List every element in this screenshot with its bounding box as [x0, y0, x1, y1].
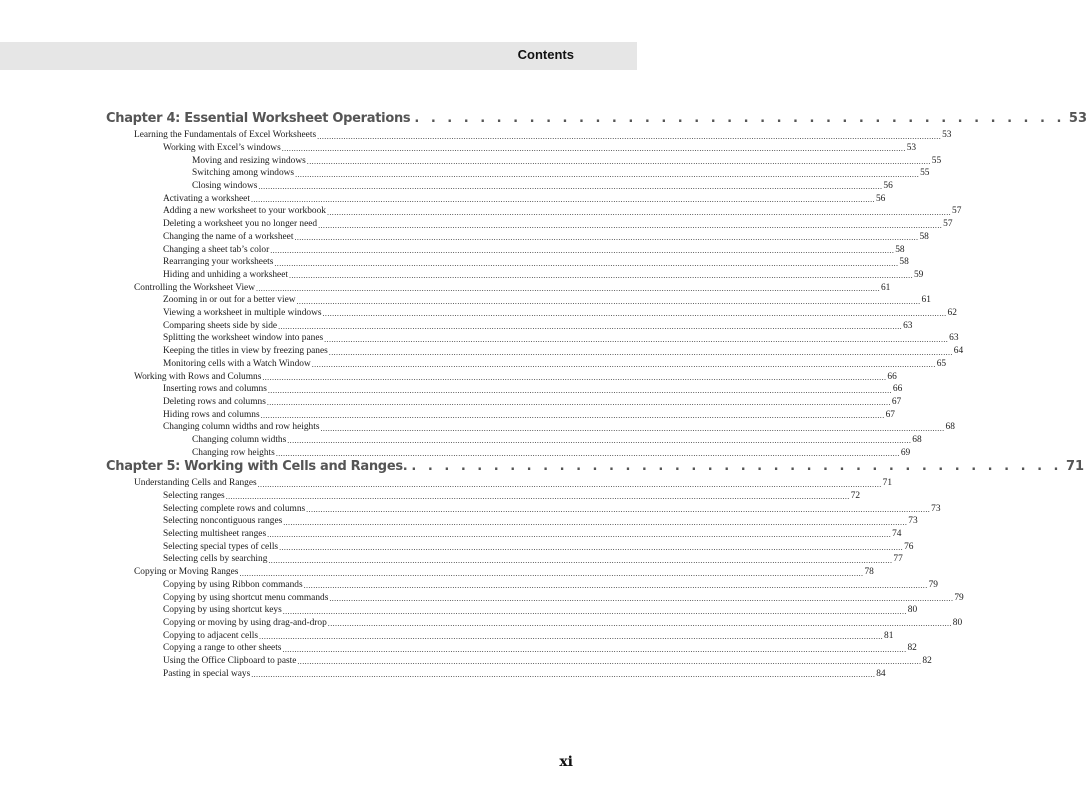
- toc-entry[interactable]: [163, 667, 886, 680]
- dot-leader: ....................................................................................................................................................................................................................................................................: [311, 360, 936, 370]
- toc-entry[interactable]: [163, 603, 918, 616]
- toc-entry[interactable]: [163, 230, 929, 243]
- toc-entry[interactable]: [163, 344, 964, 357]
- dot-leader: ....................................................................................................................................................................................................................................................................: [328, 347, 953, 357]
- toc-entry-title: Selecting complete rows and columns: [163, 503, 306, 514]
- toc-entry-title: Working with Excel’s windows: [163, 142, 281, 153]
- dot-leader: ....................................................................................................................................................................................................................................................................: [306, 505, 931, 515]
- toc-entry[interactable]: [163, 141, 917, 154]
- toc-page-number: 84: [876, 668, 886, 679]
- toc-page-number: 79: [954, 592, 964, 603]
- dot-leader: ....................................................................................................................................................................................................................................................................: [266, 398, 891, 408]
- toc-page-number: 81: [884, 630, 894, 641]
- toc-entry[interactable]: [163, 357, 947, 370]
- toc-entry-title: Closing windows: [192, 181, 258, 192]
- dot-leader: ....................................................................................................................................................................................................................................................................: [288, 271, 913, 281]
- toc-entry-title: Hiding and unhiding a worksheet: [163, 269, 288, 280]
- toc-entry[interactable]: [163, 382, 903, 395]
- dot-leader: ....................................................................................................................................................................................................................................................................: [320, 423, 945, 433]
- toc-entry-title: Selecting special types of cells: [163, 541, 279, 552]
- dot-leader: ....................................................................................................................................................................................................................................................................: [327, 619, 952, 629]
- dot-leader: . . . . . . . . . . . . . . . . . . . . . . . . . . . . . . . . . . . . . . . .: [414, 111, 1065, 126]
- dot-leader: ....................................................................................................................................................................................................................................................................: [225, 492, 850, 502]
- toc-page-number: 56: [875, 193, 886, 204]
- toc-page-number: 58: [899, 257, 909, 268]
- toc-entry-title: Changing the name of a worksheet: [163, 231, 294, 242]
- toc-entry[interactable]: [163, 628, 894, 642]
- dot-leader: ....................................................................................................................................................................................................................................................................: [283, 517, 908, 527]
- toc-entry[interactable]: [163, 420, 955, 433]
- toc-entry[interactable]: [134, 128, 952, 141]
- toc-page-number: 80: [952, 617, 963, 628]
- toc-page-number: 66: [887, 371, 897, 382]
- toc-entry[interactable]: [163, 654, 932, 667]
- toc-page-number: 73: [908, 516, 918, 527]
- toc-entry[interactable]: [163, 242, 905, 255]
- toc-entry[interactable]: [134, 369, 897, 382]
- toc-entry-title: Understanding Cells and Ranges: [134, 478, 257, 489]
- toc-entry-title: Comparing sheets side by side: [163, 320, 278, 331]
- toc-entry[interactable]: [163, 501, 941, 515]
- running-header: [0, 42, 637, 70]
- toc-entry-title: Selecting ranges: [163, 490, 225, 501]
- toc-page-number: 58: [919, 231, 929, 242]
- toc-page-number: 73: [931, 503, 941, 514]
- dot-leader: ....................................................................................................................................................................................................................................................................: [267, 530, 892, 540]
- toc-page-number: 69: [900, 447, 911, 458]
- toc-entry-title: Adding a new worksheet to your workbook: [163, 206, 326, 217]
- toc-entry-title: Keeping the titles in view by freezing panes: [163, 346, 328, 357]
- toc-entry-title: Copying by using shortcut keys: [163, 605, 282, 616]
- toc-entry-title: Splitting the worksheet window into panes: [163, 333, 324, 344]
- page-number: xi: [559, 754, 573, 770]
- toc-entry[interactable]: [192, 153, 942, 167]
- toc-page-number: 78: [864, 567, 874, 578]
- toc-page-number: 53: [906, 142, 917, 153]
- toc-entry-title: Working with Rows and Columns: [134, 371, 262, 382]
- dot-leader: ....................................................................................................................................................................................................................................................................: [282, 606, 907, 616]
- toc-entry-title: Changing a sheet tab’s color: [163, 244, 270, 255]
- dot-leader: ....................................................................................................................................................................................................................................................................: [324, 334, 949, 344]
- dot-leader: ....................................................................................................................................................................................................................................................................: [296, 296, 921, 306]
- toc-page-number: 82: [907, 643, 917, 654]
- toc-page-number: 74: [892, 529, 902, 540]
- toc-entry[interactable]: [134, 280, 891, 294]
- dot-leader: ....................................................................................................................................................................................................................................................................: [303, 581, 928, 591]
- toc-entry-title: Pasting in special ways: [163, 668, 251, 679]
- toc-page-number: 63: [949, 333, 959, 344]
- toc-page-number: 67: [885, 409, 895, 420]
- toc-page-number: 61: [880, 282, 891, 293]
- dot-leader: ....................................................................................................................................................................................................................................................................: [262, 372, 887, 382]
- toc-page-number: 55: [931, 155, 942, 166]
- toc-page-number: 66: [892, 384, 903, 395]
- toc-entry-title: Hiding rows and columns: [163, 409, 260, 420]
- toc-entry[interactable]: [163, 395, 902, 408]
- toc-entry-title: Copying by using Ribbon commands: [163, 579, 303, 590]
- toc-entry[interactable]: [163, 540, 914, 553]
- toc-entry[interactable]: [192, 166, 930, 179]
- toc-page-number: 53: [942, 130, 952, 141]
- dot-leader: ....................................................................................................................................................................................................................................................................: [282, 644, 907, 654]
- toc-page-number: 56: [883, 181, 893, 192]
- toc-page-number: 71: [1065, 459, 1085, 474]
- toc-entry[interactable]: [163, 590, 964, 603]
- dot-leader: ....................................................................................................................................................................................................................................................................: [270, 245, 895, 255]
- toc-entry-title: Selecting cells by searching: [163, 554, 268, 565]
- dot-leader: ....................................................................................................................................................................................................................................................................: [306, 157, 931, 167]
- toc-page-number: 58: [895, 244, 905, 255]
- toc-entry-title: Using the Office Clipboard to paste: [163, 656, 297, 667]
- toc-page-number: 80: [907, 605, 918, 616]
- toc-entry-title: Chapter 4: Essential Worksheet Operations: [106, 111, 411, 126]
- toc-page-number: 82: [922, 656, 932, 667]
- toc-page-number: 57: [943, 219, 953, 230]
- toc-entry[interactable]: [163, 641, 917, 654]
- toc-entry-title: Deleting rows and columns: [163, 396, 266, 407]
- toc-entry[interactable]: [163, 578, 938, 591]
- dot-leader: ....................................................................................................................................................................................................................................................................: [268, 555, 893, 565]
- toc-page-number: 77: [893, 554, 903, 565]
- toc-entry[interactable]: [163, 217, 953, 230]
- toc-page-number: 53: [1068, 111, 1087, 126]
- toc-entry[interactable]: [134, 476, 893, 489]
- dot-leader: ....................................................................................................................................................................................................................................................................: [255, 284, 880, 294]
- dot-leader: ....................................................................................................................................................................................................................................................................: [258, 182, 883, 192]
- toc-page-number: 62: [947, 308, 957, 319]
- toc-page-number: 59: [913, 269, 924, 280]
- dot-leader: ....................................................................................................................................................................................................................................................................: [239, 568, 864, 578]
- toc-page-number: 72: [850, 490, 861, 501]
- toc-entry-title: Inserting rows and columns: [163, 384, 267, 395]
- dot-leader: ....................................................................................................................................................................................................................................................................: [275, 449, 900, 459]
- toc-entry-title: Moving and resizing windows: [192, 155, 306, 166]
- toc-entry-title: Changing row heights: [192, 447, 275, 458]
- toc-page-number: 68: [945, 422, 955, 433]
- dot-leader: ....................................................................................................................................................................................................................................................................: [260, 411, 885, 421]
- dot-leader: ....................................................................................................................................................................................................................................................................: [279, 543, 904, 553]
- dot-leader: ....................................................................................................................................................................................................................................................................: [257, 479, 882, 489]
- toc-page-number: 65: [936, 358, 947, 369]
- toc-page-number: 79: [928, 579, 938, 590]
- toc-entry[interactable]: [163, 204, 962, 217]
- dot-leader: ....................................................................................................................................................................................................................................................................: [297, 657, 922, 667]
- toc-entry-title: Copying a range to other sheets: [163, 643, 282, 654]
- toc-entry[interactable]: [163, 331, 959, 344]
- toc-page-number: 67: [891, 396, 902, 407]
- toc-entry[interactable]: [192, 433, 922, 446]
- toc-entry-title: Selecting multisheet ranges: [163, 529, 267, 540]
- dot-leader: ....................................................................................................................................................................................................................................................................: [274, 258, 899, 268]
- dot-leader: ....................................................................................................................................................................................................................................................................: [281, 144, 906, 154]
- dot-leader: ....................................................................................................................................................................................................................................................................: [278, 322, 903, 332]
- toc-entry-title: Selecting noncontiguous ranges: [163, 516, 283, 527]
- dot-leader: ....................................................................................................................................................................................................................................................................: [327, 207, 951, 217]
- toc-page-number: 76: [904, 541, 914, 552]
- toc-entry[interactable]: [192, 179, 893, 192]
- dot-leader: . . . . . . . . . . . . . . . . . . . . . . . . . . . . . . . . . . . . . . . .: [411, 459, 1062, 474]
- toc-entry-title: Learning the Fundamentals of Excel Worksheets: [134, 130, 317, 141]
- toc-page-number: 61: [921, 295, 931, 306]
- dot-leader: ....................................................................................................................................................................................................................................................................: [287, 436, 912, 446]
- dot-leader: ....................................................................................................................................................................................................................................................................: [317, 131, 942, 141]
- toc-entry-title: Copying by using shortcut menu commands: [163, 592, 329, 603]
- toc-entry-title: Zooming in or out for a better view: [163, 295, 296, 306]
- dot-leader: ....................................................................................................................................................................................................................................................................: [250, 195, 875, 205]
- toc-page-number: 55: [920, 168, 930, 179]
- toc-entry-title: Chapter 5: Working with Cells and Ranges.: [106, 459, 408, 474]
- running-header-title: Contents: [517, 47, 574, 62]
- toc-entry-title: Changing column widths: [192, 435, 287, 446]
- toc-page-number: 64: [953, 346, 964, 357]
- toc-entry-title: Copying or Moving Ranges: [134, 567, 239, 578]
- toc-entry[interactable]: [163, 489, 861, 502]
- toc-entry[interactable]: [134, 565, 874, 578]
- toc-entry-title: Deleting a worksheet you no longer need: [163, 219, 318, 230]
- toc-entry[interactable]: [163, 293, 931, 306]
- toc-entry[interactable]: [163, 552, 903, 565]
- toc-entry[interactable]: [163, 319, 913, 332]
- toc-entry-title: Monitoring cells with a Watch Window: [163, 358, 311, 369]
- toc-entry-title: Viewing a worksheet in multiple windows: [163, 308, 322, 319]
- dot-leader: ....................................................................................................................................................................................................................................................................: [318, 220, 943, 230]
- toc-entry-title: Activating a worksheet: [163, 193, 250, 204]
- toc-entry[interactable]: [163, 268, 924, 281]
- toc-page-number: 63: [903, 320, 913, 331]
- toc-entry[interactable]: [163, 514, 918, 527]
- toc-entry-title: Switching among windows: [192, 168, 295, 179]
- dot-leader: ....................................................................................................................................................................................................................................................................: [322, 309, 947, 319]
- toc-page-number: 68: [912, 435, 922, 446]
- toc-entry-title: Rearranging your worksheets: [163, 257, 274, 268]
- dot-leader: ....................................................................................................................................................................................................................................................................: [251, 670, 876, 680]
- toc-entry[interactable]: [163, 192, 886, 205]
- toc-entry-title: Controlling the Worksheet View: [134, 282, 255, 293]
- toc-entry[interactable]: [163, 255, 909, 268]
- dot-leader: ....................................................................................................................................................................................................................................................................: [329, 593, 954, 603]
- toc-entry-title: Changing column widths and row heights: [163, 422, 320, 433]
- toc-entry[interactable]: [163, 527, 902, 540]
- toc-page-number: 71: [882, 478, 893, 489]
- toc-entry-title: Copying or moving by using drag-and-drop: [163, 617, 327, 628]
- toc-chapter-heading[interactable]: [106, 104, 1087, 126]
- dot-leader: ....................................................................................................................................................................................................................................................................: [294, 233, 919, 243]
- dot-leader: ....................................................................................................................................................................................................................................................................: [295, 169, 920, 179]
- dot-leader: ....................................................................................................................................................................................................................................................................: [267, 385, 892, 395]
- toc-entry[interactable]: [163, 407, 895, 421]
- toc-page-number: 57: [952, 206, 962, 217]
- toc-entry[interactable]: [163, 306, 957, 319]
- toc-entry-title: Copying to adjacent cells: [163, 630, 259, 641]
- toc-entry[interactable]: [163, 616, 963, 629]
- dot-leader: ....................................................................................................................................................................................................................................................................: [259, 632, 884, 642]
